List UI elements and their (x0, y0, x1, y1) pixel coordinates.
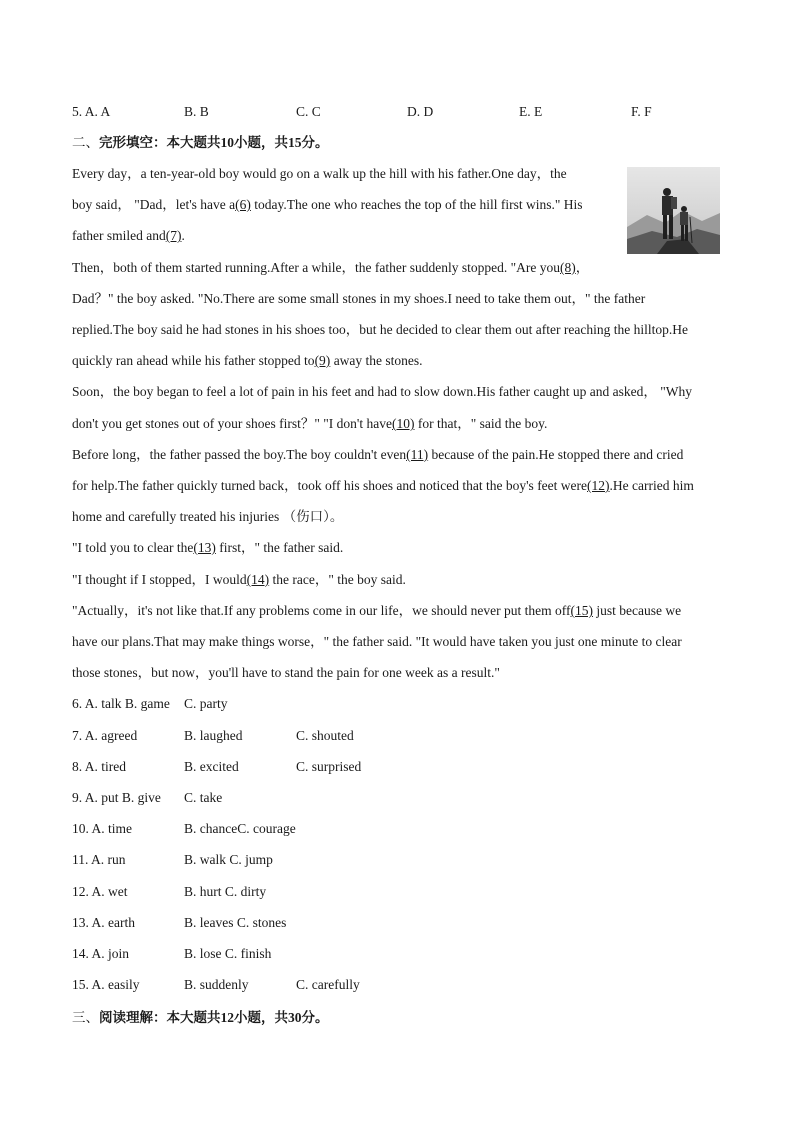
q5-label: 5. A. A (72, 104, 111, 119)
question-14-a: 14. A. join (72, 946, 130, 961)
question-7-c: C. shouted (296, 728, 354, 743)
passage-line-8: Soon，the boy began to feel a lot of pain in his feet and had to slow down.His father caught up and asked， "Why (72, 384, 692, 399)
blank-9: (9) (314, 353, 331, 368)
blank-11: (11) (406, 447, 429, 462)
q5-option-b: B. B (184, 104, 209, 119)
passage-line-17: those stones，but now，you'll have to stand the pain for one week as a result." (72, 665, 500, 680)
passage-line-9: don't you get stones out of your shoes first？" "I don't have(10) for that，" said the boy. (72, 416, 548, 431)
passage-line-4: Then，both of them started running.After a while，the father suddenly stopped. "Are you(8)， (72, 260, 590, 275)
passage-line-3: father smiled and(7). (72, 228, 185, 243)
q5-option-d: D. D (407, 104, 434, 119)
passage-line-2: boy said， "Dad，let's have a(6) today.The one who reaches the top of the hill first wins." His (72, 197, 583, 212)
blank-13: (13) (193, 540, 216, 555)
hikers-photo-icon (627, 167, 720, 254)
question-6-b: C. party (184, 696, 228, 711)
passage-line-15: "Actually，it's not like that.If any problems come in our life，we should never put them off(15) just because we (72, 603, 682, 618)
passage-line-14: "I thought if I stopped，I would(14) the race，" the boy said. (72, 572, 406, 587)
question-12-b: B. hurt C. dirty (184, 884, 267, 899)
question-8-a: 8. A. tired (72, 759, 126, 774)
question-11-a: 11. A. run (72, 852, 126, 867)
question-7-b: B. laughed (184, 728, 243, 743)
question-12-a: 12. A. wet (72, 884, 128, 899)
question-11-b: B. walk C. jump (184, 852, 273, 867)
question-15-a: 15. A. easily (72, 977, 140, 992)
blank-6: (6) (235, 197, 251, 212)
section2-heading: 二、完形填空：本大题共10小题，共15分。 (72, 135, 329, 150)
section3-heading: 三、阅读理解：本大题共12小题，共30分。 (72, 1010, 329, 1025)
blank-7: (7) (165, 228, 182, 243)
passage-line-6: replied.The boy said he had stones in his shoes too，but he decided to clear them out after reaching the hilltop.He (72, 322, 688, 337)
blank-15: (15) (570, 603, 593, 618)
q5-option-e: E. E (519, 104, 543, 119)
passage-line-12: home and carefully treated his injuries （伤口）。 (72, 509, 344, 524)
question-7-a: 7. A. agreed (72, 728, 138, 743)
blank-12: (12) (587, 478, 610, 493)
question-14-b: B. lose C. finish (184, 946, 272, 961)
question-6-a: 6. A. talk B. game (72, 696, 170, 711)
passage-line-11: for help.The father quickly turned back，took off his shoes and noticed that the boy's feet were(12).He carried him (72, 478, 694, 493)
q5-option-f: F. F (631, 104, 652, 119)
question-8-c: C. surprised (296, 759, 362, 774)
question-15-b: B. suddenly (184, 977, 249, 992)
passage-line-1: Every day，a ten-year-old boy would go on a walk up the hill with his father.One day，the (72, 166, 567, 181)
question-15-c: C. carefully (296, 977, 360, 992)
passage-line-13: "I told you to clear the(13) first，" the father said. (72, 540, 344, 555)
passage-line-7: quickly ran ahead while his father stopped to(9) away the stones. (72, 353, 423, 368)
passage-line-10: Before long，the father passed the boy.The boy couldn't even(11) because of the pain.He stopped there and cried (72, 447, 684, 462)
passage-line-5: Dad？" the boy asked. "No.There are some small stones in my shoes.I need to take them out，" the father (72, 291, 646, 306)
question-9-b: C. take (184, 790, 223, 805)
blank-8: (8) (560, 260, 576, 275)
blank-10: (10) (391, 416, 415, 431)
question-8-b: B. excited (184, 759, 239, 774)
question-9-a: 9. A. put B. give (72, 790, 161, 805)
question-13-b: B. leaves C. stones (184, 915, 287, 930)
question-10-a: 10. A. time (72, 821, 132, 836)
q5-option-c: C. C (296, 104, 321, 119)
passage-line-16: have our plans.That may make things worse，" the father said. "It would have taken you just one minute to clear (72, 634, 682, 649)
question-13-a: 13. A. earth (72, 915, 135, 930)
blank-14: (14) (246, 572, 270, 587)
question-10-b: B. chanceC. courage (184, 821, 296, 836)
